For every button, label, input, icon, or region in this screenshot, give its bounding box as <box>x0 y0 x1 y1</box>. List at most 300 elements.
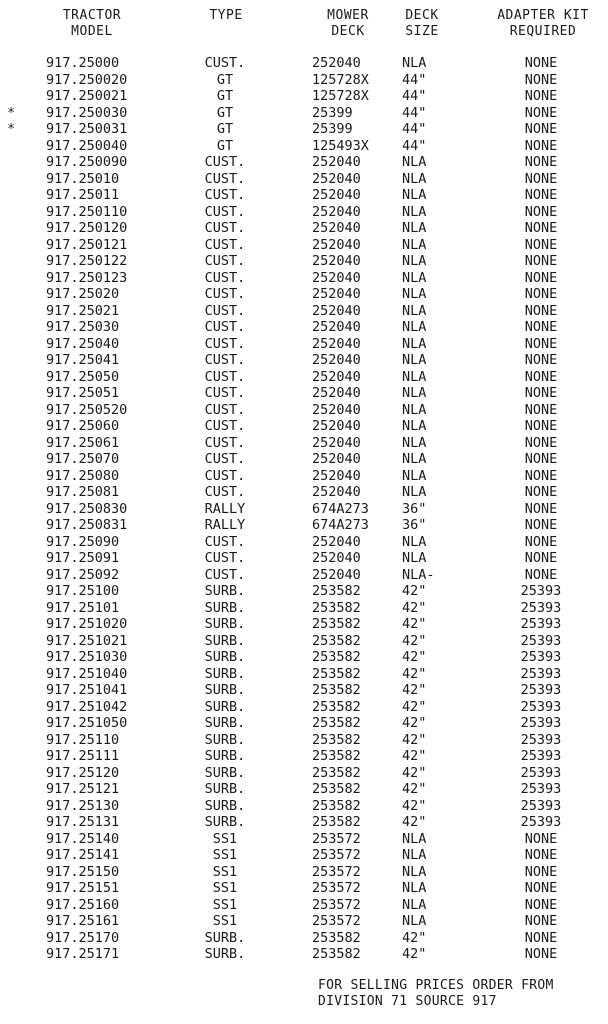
row-mower-deck: 25399 <box>312 104 353 121</box>
row-tractor-model: 917.25161 <box>46 913 120 929</box>
row-type: CUST. <box>204 385 246 401</box>
row-adapter-kit: NONE <box>524 929 558 946</box>
row-mower-deck: 252040 <box>312 203 361 220</box>
row-adapter-kit: 25393 <box>520 814 562 830</box>
row-type: CUST. <box>204 352 246 368</box>
table-row <box>0 699 608 716</box>
row-tractor-model: 917.251020 <box>46 616 128 632</box>
row-tractor-model: 917.250031 <box>46 121 128 137</box>
row-deck-size: 42" <box>402 649 427 665</box>
row-deck-size: 42" <box>402 764 427 781</box>
row-adapter-kit: NONE <box>524 154 558 170</box>
row-type: CUST. <box>204 253 246 269</box>
row-mower-deck: 252040 <box>312 220 361 236</box>
row-deck-size: NLA <box>402 253 427 269</box>
table-row <box>0 435 608 452</box>
row-adapter-kit: NONE <box>524 385 558 401</box>
table-row <box>0 55 608 72</box>
row-mower-deck: 252040 <box>312 566 361 583</box>
footer-line-1: FOR SELLING PRICES ORDER FROM <box>318 978 554 993</box>
row-adapter-kit: 25393 <box>520 781 562 797</box>
table-row <box>0 303 608 320</box>
row-deck-size: NLA <box>402 319 427 335</box>
table-row <box>0 781 608 798</box>
row-tractor-model: 917.250090 <box>46 154 128 170</box>
table-row <box>0 105 608 122</box>
row-deck-size: NLA <box>402 896 427 913</box>
row-tractor-model: 917.25170 <box>46 929 120 946</box>
row-tractor-model: 917.250020 <box>46 71 128 88</box>
row-mower-deck: 25399 <box>312 121 353 137</box>
row-tractor-model: 917.251041 <box>46 682 128 698</box>
row-adapter-kit: NONE <box>524 550 558 566</box>
table-row <box>0 270 608 287</box>
row-adapter-kit: NONE <box>524 368 558 385</box>
row-adapter-kit: NONE <box>524 418 558 434</box>
row-deck-size: NLA <box>402 434 427 451</box>
row-type: SURB. <box>204 797 246 814</box>
table-row <box>0 336 608 353</box>
row-deck-size: 44" <box>402 121 427 137</box>
row-deck-size: NLA <box>402 451 427 467</box>
row-adapter-kit: NONE <box>524 880 558 896</box>
row-type: CUST. <box>204 401 246 418</box>
table-row <box>0 517 608 534</box>
row-mower-deck: 253582 <box>312 814 361 830</box>
row-deck-size: NLA <box>402 335 427 352</box>
row-deck-size: 44" <box>402 137 427 154</box>
table-row <box>0 897 608 914</box>
row-tractor-model: 917.25120 <box>46 764 120 781</box>
row-deck-size: NLA <box>402 880 427 896</box>
table-row <box>0 748 608 765</box>
header-adapter-kit-line2: REQUIRED <box>509 24 577 39</box>
table-row <box>0 798 608 815</box>
table-row <box>0 583 608 600</box>
row-deck-size: NLA <box>402 187 427 203</box>
table-row <box>0 501 608 518</box>
row-mower-deck: 252040 <box>312 286 361 302</box>
row-deck-size: NLA <box>402 401 427 418</box>
table-row <box>0 138 608 155</box>
row-type: SURB. <box>204 682 246 698</box>
table-row <box>0 682 608 699</box>
table-row <box>0 847 608 864</box>
row-tractor-model: 917.25140 <box>46 830 120 847</box>
table-row <box>0 88 608 105</box>
row-deck-size: NLA <box>402 863 427 880</box>
header-tractor-model-line1: TRACTOR <box>62 8 122 23</box>
row-tractor-model: 917.250520 <box>46 401 128 418</box>
table-row <box>0 633 608 650</box>
table-row <box>0 616 608 633</box>
row-deck-size: 42" <box>402 929 427 946</box>
row-tractor-model: 917.250120 <box>46 220 128 236</box>
table-row <box>0 468 608 485</box>
row-adapter-kit: NONE <box>524 517 558 533</box>
row-tractor-model: 917.250831 <box>46 517 128 533</box>
row-adapter-kit: NONE <box>524 269 558 286</box>
row-adapter-kit: 25393 <box>520 632 562 649</box>
row-adapter-kit: NONE <box>524 319 558 335</box>
row-deck-size: 36" <box>402 517 427 533</box>
header-deck-size-line1: DECK <box>405 8 439 23</box>
row-type: SURB. <box>204 929 246 946</box>
row-deck-size: NLA <box>402 55 427 71</box>
row-mower-deck: 252040 <box>312 187 361 203</box>
row-tractor-model: 917.25151 <box>46 880 120 896</box>
row-deck-size: NLA <box>402 286 427 302</box>
row-type: GT <box>216 71 234 88</box>
row-mower-deck: 252040 <box>312 170 361 187</box>
table-row <box>0 913 608 930</box>
row-adapter-kit: NONE <box>524 286 558 302</box>
row-adapter-kit: NONE <box>524 946 558 962</box>
row-deck-size: 44" <box>402 71 427 88</box>
row-adapter-kit: NONE <box>524 104 558 121</box>
row-adapter-kit: NONE <box>524 533 558 550</box>
row-tractor-model: 917.250123 <box>46 269 128 286</box>
row-type: CUST. <box>204 467 246 484</box>
row-mower-deck: 253582 <box>312 632 361 649</box>
row-type: GT <box>216 137 234 154</box>
row-tractor-model: 917.25020 <box>46 286 120 302</box>
row-adapter-kit: 25393 <box>520 616 562 632</box>
row-adapter-kit: 25393 <box>520 715 562 731</box>
row-tractor-model: 917.25110 <box>46 731 120 748</box>
row-adapter-kit: NONE <box>524 71 558 88</box>
row-mower-deck: 252040 <box>312 154 361 170</box>
row-adapter-kit: NONE <box>524 500 558 517</box>
header-adapter-kit-line1: ADAPTER KIT <box>497 8 589 23</box>
row-adapter-kit: NONE <box>524 302 558 319</box>
row-mower-deck: 252040 <box>312 434 361 451</box>
row-deck-size: 42" <box>402 599 427 616</box>
row-type: RALLY <box>204 517 246 533</box>
table-row <box>0 880 608 897</box>
row-adapter-kit: NONE <box>524 335 558 352</box>
footer-note <box>318 978 554 1010</box>
row-type: SS1 <box>212 896 238 913</box>
row-adapter-kit: NONE <box>524 121 558 137</box>
row-mower-deck: 253572 <box>312 913 361 929</box>
row-tractor-model: 917.251050 <box>46 715 128 731</box>
row-mower-deck: 252040 <box>312 236 361 253</box>
row-type: CUST. <box>204 335 246 352</box>
row-tractor-model: 917.25171 <box>46 946 120 962</box>
row-deck-size: 42" <box>402 682 427 698</box>
row-type: RALLY <box>204 500 246 517</box>
row-mower-deck: 252040 <box>312 352 361 368</box>
row-adapter-kit: NONE <box>524 913 558 929</box>
row-deck-size: NLA- <box>402 566 435 583</box>
row-deck-size: 42" <box>402 583 427 599</box>
table-row <box>0 831 608 848</box>
row-tractor-model: 917.25051 <box>46 385 120 401</box>
row-deck-size: NLA <box>402 847 427 863</box>
row-adapter-kit: NONE <box>524 484 558 500</box>
row-mower-deck: 252040 <box>312 484 361 500</box>
table-row <box>0 402 608 419</box>
table-row <box>0 930 608 947</box>
row-deck-size: NLA <box>402 385 427 401</box>
row-tractor-model: 917.25010 <box>46 170 120 187</box>
table-row <box>0 567 608 584</box>
row-adapter-kit: NONE <box>524 187 558 203</box>
row-mower-deck: 252040 <box>312 550 361 566</box>
header-type <box>196 8 256 24</box>
row-deck-size: NLA <box>402 368 427 385</box>
row-mower-deck: 253582 <box>312 649 361 665</box>
table-row <box>0 864 608 881</box>
row-deck-size: 36" <box>402 500 427 517</box>
row-type: CUST. <box>204 434 246 451</box>
row-tractor-model: 917.25100 <box>46 583 120 599</box>
row-type: CUST. <box>204 170 246 187</box>
row-adapter-kit: NONE <box>524 137 558 154</box>
row-adapter-kit: NONE <box>524 451 558 467</box>
table-row <box>0 715 608 732</box>
row-type: SURB. <box>204 583 246 599</box>
row-adapter-kit: NONE <box>524 170 558 187</box>
header-type-line1: TYPE <box>209 8 243 23</box>
row-deck-size: NLA <box>402 533 427 550</box>
header-mower-deck <box>318 8 378 40</box>
row-mower-deck: 252040 <box>312 385 361 401</box>
row-mower-deck: 674A273 <box>312 500 369 517</box>
row-tractor-model: 917.25101 <box>46 599 120 616</box>
row-mower-deck: 253572 <box>312 880 361 896</box>
row-type: SURB. <box>204 616 246 632</box>
row-mower-deck: 253582 <box>312 797 361 814</box>
table-row <box>0 237 608 254</box>
table-row <box>0 253 608 270</box>
row-mower-deck: 253582 <box>312 665 361 682</box>
row-tractor-model: 917.250021 <box>46 88 128 104</box>
row-tractor-model: 917.25141 <box>46 847 120 863</box>
row-tractor-model: 917.25060 <box>46 418 120 434</box>
table-row <box>0 154 608 171</box>
row-mower-deck: 253582 <box>312 929 361 946</box>
row-mower-deck: 253582 <box>312 583 361 599</box>
row-mower-deck: 252040 <box>312 368 361 385</box>
row-deck-size: NLA <box>402 418 427 434</box>
row-adapter-kit: NONE <box>524 236 558 253</box>
row-type: SS1 <box>212 863 238 880</box>
row-mower-deck: 253582 <box>312 946 361 962</box>
row-type: CUST. <box>204 286 246 302</box>
row-mower-deck: 252040 <box>312 467 361 484</box>
row-type: SURB. <box>204 599 246 616</box>
row-deck-size: 42" <box>402 731 427 748</box>
table-row <box>0 534 608 551</box>
row-tractor-model: 917.25131 <box>46 814 120 830</box>
row-tractor-model: 917.251030 <box>46 649 128 665</box>
row-type: CUST. <box>204 302 246 319</box>
row-deck-size: 42" <box>402 632 427 649</box>
row-type: SURB. <box>204 946 246 962</box>
row-adapter-kit: 25393 <box>520 731 562 748</box>
row-tractor-model: 917.25121 <box>46 781 120 797</box>
row-type: CUST. <box>204 418 246 434</box>
row-star-marker: * <box>7 104 16 121</box>
header-mower-deck-line1: MOWER <box>327 8 369 23</box>
table-row <box>0 484 608 501</box>
row-mower-deck: 252040 <box>312 533 361 550</box>
row-mower-deck: 252040 <box>312 253 361 269</box>
row-tractor-model: 917.250110 <box>46 203 128 220</box>
row-tractor-model: 917.251021 <box>46 632 128 649</box>
row-mower-deck: 252040 <box>312 335 361 352</box>
table-row <box>0 732 608 749</box>
row-adapter-kit: NONE <box>524 352 558 368</box>
table-row <box>0 946 608 963</box>
row-mower-deck: 253572 <box>312 830 361 847</box>
table-row <box>0 286 608 303</box>
row-type: CUST. <box>204 484 246 500</box>
row-mower-deck: 253582 <box>312 764 361 781</box>
row-type: CUST. <box>204 187 246 203</box>
row-mower-deck: 253582 <box>312 715 361 731</box>
row-mower-deck: 252040 <box>312 418 361 434</box>
row-tractor-model: 917.25160 <box>46 896 120 913</box>
row-deck-size: NLA <box>402 484 427 500</box>
row-tractor-model: 917.25111 <box>46 748 120 764</box>
row-tractor-model: 917.25021 <box>46 302 120 319</box>
table-row <box>0 204 608 221</box>
row-type: GT <box>216 121 234 137</box>
table-row <box>0 121 608 138</box>
row-deck-size: NLA <box>402 467 427 484</box>
row-deck-size: NLA <box>402 550 427 566</box>
row-mower-deck: 125493X <box>312 137 369 154</box>
row-deck-size: NLA <box>402 302 427 319</box>
header-tractor-model <box>50 8 134 40</box>
header-tractor-model-line2: MODEL <box>71 24 113 39</box>
row-type: GT <box>216 104 234 121</box>
row-tractor-model: 917.25070 <box>46 451 120 467</box>
row-tractor-model: 917.251040 <box>46 665 128 682</box>
row-tractor-model: 917.250121 <box>46 236 128 253</box>
header-deck-size <box>398 8 446 40</box>
table-row <box>0 385 608 402</box>
row-deck-size: 44" <box>402 104 427 121</box>
row-adapter-kit: 25393 <box>520 665 562 682</box>
row-type: GT <box>216 88 234 104</box>
row-tractor-model: 917.25011 <box>46 187 120 203</box>
row-tractor-model: 917.25081 <box>46 484 120 500</box>
row-deck-size: NLA <box>402 913 427 929</box>
row-type: SURB. <box>204 665 246 682</box>
row-type: SS1 <box>212 880 238 896</box>
row-deck-size: 42" <box>402 698 427 715</box>
row-adapter-kit: 25393 <box>520 682 562 698</box>
row-adapter-kit: NONE <box>524 847 558 863</box>
row-mower-deck: 252040 <box>312 401 361 418</box>
table-row <box>0 187 608 204</box>
table-row <box>0 451 608 468</box>
row-adapter-kit: NONE <box>524 401 558 418</box>
row-mower-deck: 253572 <box>312 863 361 880</box>
header-adapter-kit <box>488 8 598 40</box>
row-type: CUST. <box>204 203 246 220</box>
row-deck-size: 42" <box>402 748 427 764</box>
row-deck-size: NLA <box>402 352 427 368</box>
row-mower-deck: 125728X <box>312 88 369 104</box>
row-tractor-model: 917.25090 <box>46 533 120 550</box>
table-row <box>0 666 608 683</box>
row-mower-deck: 253582 <box>312 682 361 698</box>
row-adapter-kit: NONE <box>524 566 558 583</box>
row-deck-size: 42" <box>402 616 427 632</box>
row-adapter-kit: NONE <box>524 55 558 71</box>
row-mower-deck: 252040 <box>312 451 361 467</box>
row-type: SURB. <box>204 649 246 665</box>
row-type: CUST. <box>204 319 246 335</box>
footer-line-2: DIVISION 71 SOURCE 917 <box>318 994 497 1009</box>
row-tractor-model: 917.25061 <box>46 434 120 451</box>
row-type: SURB. <box>204 632 246 649</box>
row-type: CUST. <box>204 566 246 583</box>
row-deck-size: 42" <box>402 797 427 814</box>
row-type: SURB. <box>204 764 246 781</box>
row-deck-size: NLA <box>402 203 427 220</box>
row-type: SS1 <box>212 913 238 929</box>
row-type: CUST. <box>204 550 246 566</box>
row-adapter-kit: 25393 <box>520 764 562 781</box>
row-deck-size: 42" <box>402 665 427 682</box>
row-deck-size: NLA <box>402 170 427 187</box>
row-adapter-kit: 25393 <box>520 748 562 764</box>
row-tractor-model: 917.250830 <box>46 500 128 517</box>
row-tractor-model: 917.25050 <box>46 368 120 385</box>
row-mower-deck: 253572 <box>312 896 361 913</box>
row-mower-deck: 253582 <box>312 599 361 616</box>
row-tractor-model: 917.250040 <box>46 137 128 154</box>
table-row <box>0 72 608 89</box>
row-tractor-model: 917.250122 <box>46 253 128 269</box>
row-tractor-model: 917.25080 <box>46 467 120 484</box>
header-mower-deck-line2: DECK <box>331 24 365 39</box>
row-adapter-kit: 25393 <box>520 649 562 665</box>
row-adapter-kit: 25393 <box>520 698 562 715</box>
row-deck-size: NLA <box>402 269 427 286</box>
table-row <box>0 369 608 386</box>
row-adapter-kit: NONE <box>524 203 558 220</box>
row-adapter-kit: NONE <box>524 467 558 484</box>
row-adapter-kit: NONE <box>524 434 558 451</box>
row-tractor-model: 917.251042 <box>46 698 128 715</box>
table-row <box>0 319 608 336</box>
table-row <box>0 418 608 435</box>
row-mower-deck: 253572 <box>312 847 361 863</box>
row-type: SURB. <box>204 814 246 830</box>
row-deck-size: NLA <box>402 220 427 236</box>
row-adapter-kit: 25393 <box>520 599 562 616</box>
row-mower-deck: 252040 <box>312 269 361 286</box>
row-type: CUST. <box>204 154 246 170</box>
row-tractor-model: 917.25040 <box>46 335 120 352</box>
row-adapter-kit: NONE <box>524 830 558 847</box>
row-type: CUST. <box>204 220 246 236</box>
table-row <box>0 600 608 617</box>
row-type: CUST. <box>204 451 246 467</box>
row-mower-deck: 253582 <box>312 731 361 748</box>
row-tractor-model: 917.25130 <box>46 797 120 814</box>
table-row <box>0 765 608 782</box>
row-adapter-kit: 25393 <box>520 583 562 599</box>
row-deck-size: 44" <box>402 88 427 104</box>
